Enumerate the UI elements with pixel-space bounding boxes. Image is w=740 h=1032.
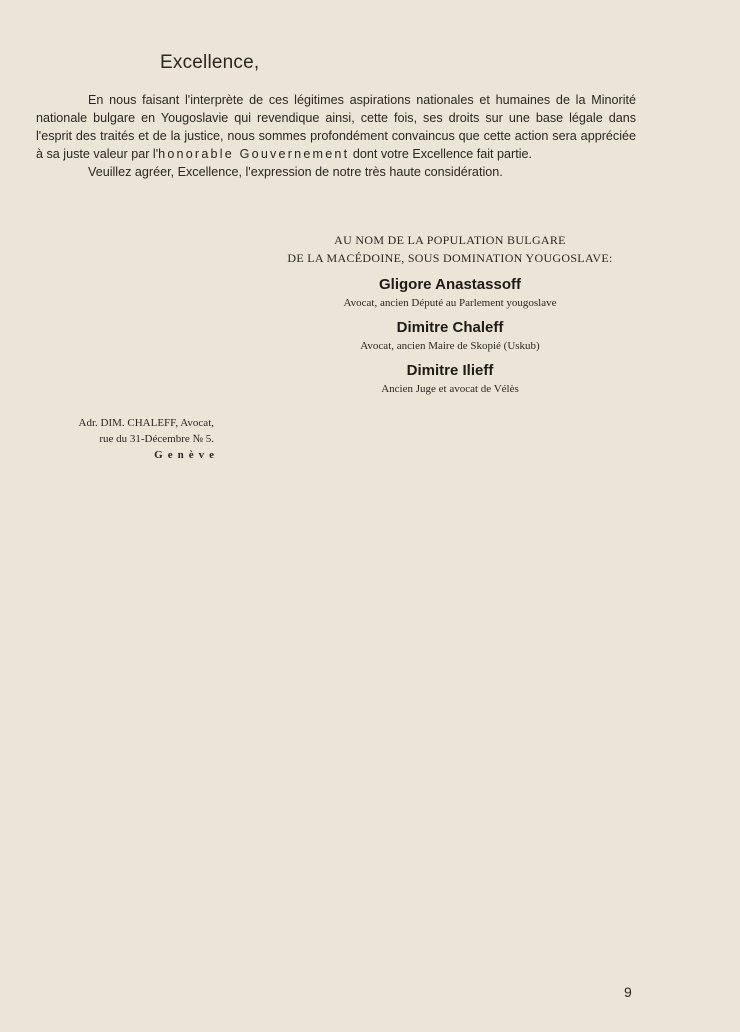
address-line-2: rue du 31-Décembre № 5.: [99, 433, 214, 445]
signer: [250, 318, 650, 353]
address-line-1: Adr. DIM. CHALEFF, Avocat,: [78, 417, 214, 429]
on-behalf-line-1: AU NOM DE LA POPULATION BULGARE: [334, 233, 566, 247]
signature-block: [250, 231, 650, 396]
signer-title: Avocat, ancien Député au Parlement yougoslave: [343, 297, 557, 309]
signer-title: Ancien Juge et avocat de Vélès: [381, 383, 519, 395]
signer: [250, 361, 650, 396]
paragraph-main-tail: dont votre Excellence fait partie.: [349, 147, 533, 161]
page-number: 9: [624, 984, 632, 1000]
salutation: Excellence,: [160, 52, 260, 73]
signer-title: Avocat, ancien Maire de Skopié (Uskub): [360, 340, 540, 352]
on-behalf-line-2: DE LA MACÉDOINE, SOUS DOMINATION YOUGOSLAVE:: [287, 251, 613, 265]
letter-body: [36, 91, 636, 181]
paragraph-closing: Veuillez agréer, Excellence, l'expression de notre très haute considération.: [88, 165, 503, 179]
paragraph-main: [36, 91, 636, 163]
signer-name: Dimitre Ilieff: [406, 362, 494, 379]
signer-name: Gligore Anastassoff: [379, 276, 521, 293]
paragraph-main-text: En nous faisant l'interprète de ces légitimes aspirations nationales et humaines de la Minorité nationale bulgare en Yougoslavie qui revendique ainsi, cette fois, ses droits sur une base légale dans l'esprit des traités et de la justice, nous sommes profondément convaincus que cette action sera appréciée à sa juste valeur par l': [36, 93, 636, 161]
address-city: Genève: [154, 449, 219, 461]
paragraph-main-spaced: honorable Gouvernement: [158, 147, 350, 161]
signer-name: Dimitre Chaleff: [396, 319, 504, 336]
sender-address: [24, 415, 219, 463]
signer: [250, 275, 650, 310]
